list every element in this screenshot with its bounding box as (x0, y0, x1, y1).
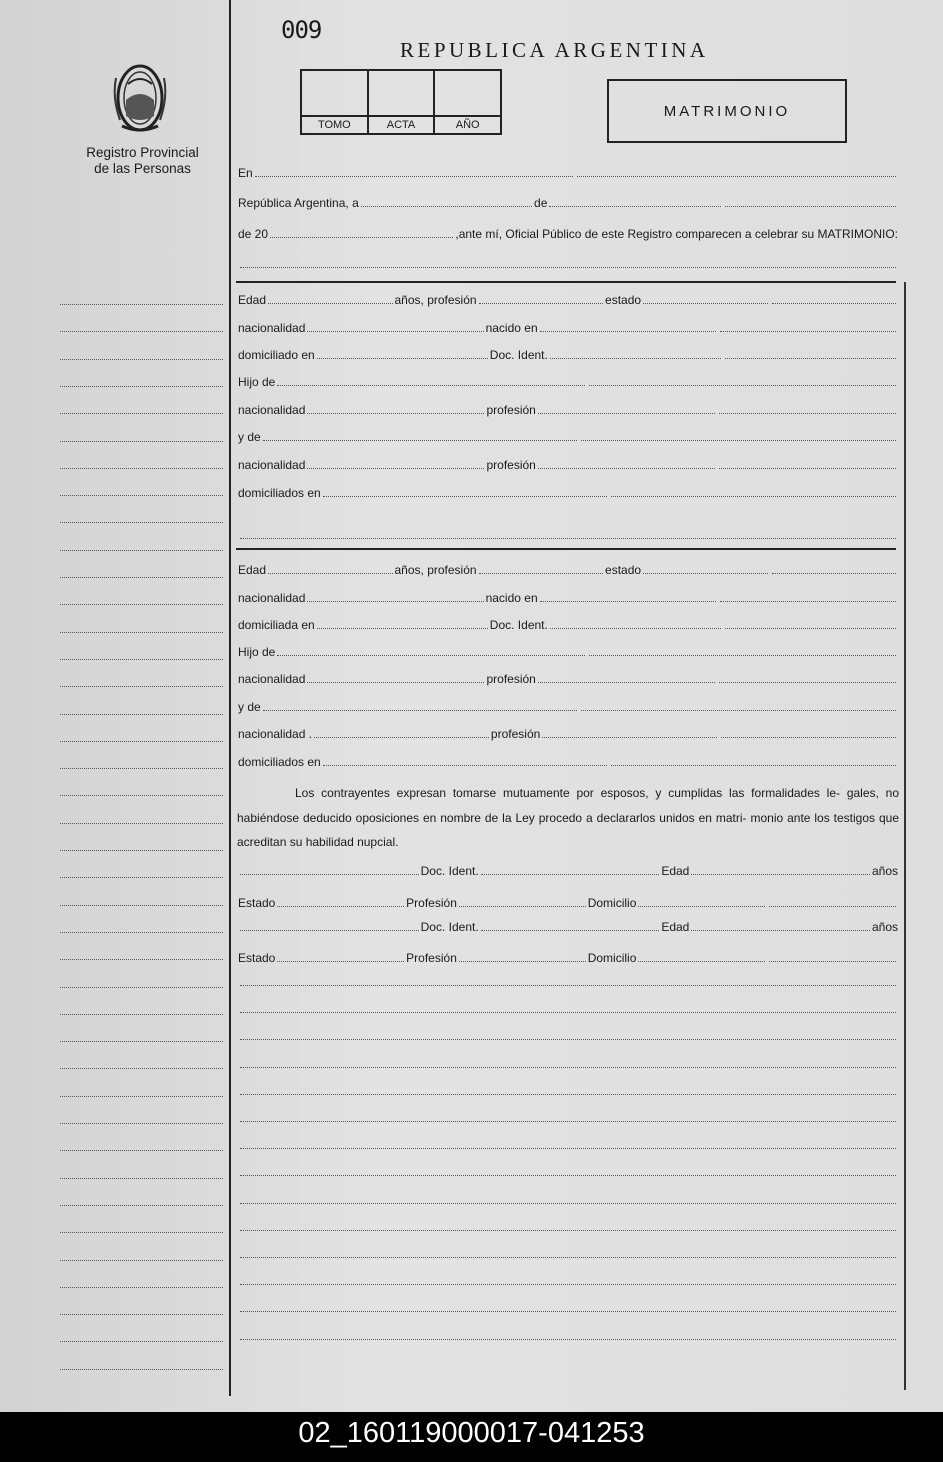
field-label: nacionalidad (238, 403, 306, 417)
fill-in-field[interactable] (240, 873, 419, 875)
field-label: nacionalidad (238, 321, 306, 335)
margin-note-line[interactable] (60, 849, 223, 851)
margin-note-line[interactable] (60, 576, 223, 578)
margin-note-line[interactable] (60, 1177, 223, 1179)
fill-in-field[interactable] (725, 357, 896, 359)
fill-in-field[interactable] (581, 709, 896, 711)
bride-row (238, 561, 898, 577)
fill-in-field[interactable] (240, 1256, 896, 1258)
fill-in-field[interactable] (538, 412, 715, 414)
fill-in-field[interactable] (589, 654, 896, 656)
fill-in-field[interactable] (240, 1093, 896, 1095)
blank-line[interactable] (238, 1299, 898, 1315)
fill-in-field[interactable] (725, 205, 896, 207)
fill-in-field[interactable] (721, 736, 896, 738)
declaration-paragraph (237, 781, 899, 855)
footer-id: 02_160119000017-041253 (298, 1417, 645, 1449)
fill-in-field[interactable] (611, 764, 896, 766)
fill-in-field[interactable] (307, 412, 484, 414)
margin-note-line[interactable] (60, 494, 223, 496)
blank-line[interactable] (238, 1218, 898, 1234)
field-label: y de (238, 700, 261, 714)
field-label: Domicilio (587, 951, 637, 965)
fill-in-field[interactable] (481, 929, 660, 931)
groom-row (238, 373, 898, 389)
fill-in-field[interactable] (240, 1310, 896, 1312)
field-label: Edad (238, 293, 267, 307)
acta-field[interactable] (369, 71, 436, 133)
margin-note-line[interactable] (60, 1368, 223, 1370)
section-divider (236, 548, 896, 550)
field-label: nacido en (485, 321, 538, 335)
fill-in-field[interactable] (255, 175, 574, 177)
margin-note-line[interactable] (60, 1231, 223, 1233)
blank-line[interactable] (238, 1109, 898, 1125)
field-label: Hijo de (238, 375, 276, 389)
field-label: estado (605, 563, 642, 577)
margin-note-line[interactable] (60, 1259, 223, 1261)
margin-note-line[interactable] (60, 603, 223, 605)
field-label: Edad (661, 864, 690, 878)
field-label: domiciliado en (238, 348, 315, 362)
field-label: estado (605, 293, 642, 307)
fill-in-field[interactable] (691, 929, 870, 931)
field-label: Doc. Ident. (489, 618, 548, 632)
fill-in-field[interactable] (277, 960, 404, 962)
margin-note-line[interactable] (60, 876, 223, 878)
org-line: de las Personas (94, 161, 191, 176)
fill-in-field[interactable] (719, 412, 896, 414)
fill-in-field[interactable] (772, 302, 896, 304)
fill-in-field[interactable] (240, 1066, 896, 1068)
witness-row (238, 894, 898, 910)
fill-in-field[interactable] (240, 1174, 896, 1176)
page-number: 009 (281, 16, 322, 44)
fill-in-field[interactable] (240, 1229, 896, 1231)
field-label: años (871, 864, 899, 878)
margin-note-line[interactable] (60, 767, 223, 769)
field-label: profesión (486, 403, 536, 417)
groom-row (238, 319, 898, 335)
margin-note-line[interactable] (60, 412, 223, 414)
field-label: Doc. Ident. (420, 864, 479, 878)
field-label: profesión (486, 458, 536, 472)
field-label: Domicilio (587, 896, 637, 910)
blank-line[interactable] (238, 1272, 898, 1288)
blank-line[interactable] (238, 1163, 898, 1179)
ano-field[interactable] (435, 71, 500, 133)
witness-row (238, 918, 898, 934)
margin-note-line[interactable] (60, 1313, 223, 1315)
margin-note-line[interactable] (60, 713, 223, 715)
fill-in-field[interactable] (643, 572, 767, 574)
groom-row (238, 401, 898, 417)
fill-in-field[interactable] (361, 205, 532, 207)
margin-note-line[interactable] (60, 1340, 223, 1342)
field-label: ,ante mí, Oficial Público de este Registro comparecen a celebrar su MATRIMONIO: (455, 227, 898, 241)
margin-note-line[interactable] (60, 904, 223, 906)
fill-in-field[interactable] (719, 467, 896, 469)
fill-in-field[interactable] (307, 330, 483, 332)
blank-line[interactable] (238, 1055, 898, 1071)
field-label: Edad (661, 920, 690, 934)
intro-row (238, 255, 898, 271)
field-label: Profesión (406, 896, 457, 910)
fill-in-field[interactable] (323, 495, 608, 497)
field-label: de (534, 196, 548, 210)
margin-note-line[interactable] (60, 685, 223, 687)
fill-in-field[interactable] (550, 627, 721, 629)
field-label: de 20 (238, 227, 269, 241)
margin-note-line[interactable] (60, 521, 223, 523)
ano-label: AÑO (435, 115, 500, 133)
fill-in-field[interactable] (479, 302, 603, 304)
field-label: nacionalidad (238, 591, 306, 605)
margin-note-line[interactable] (60, 440, 223, 442)
blank-line[interactable] (238, 1000, 898, 1016)
margin-note-line[interactable] (60, 1286, 223, 1288)
margin-note-line[interactable] (60, 1040, 223, 1042)
margin-note-line[interactable] (60, 931, 223, 933)
field-label: años (871, 920, 899, 934)
fill-in-field[interactable] (481, 873, 660, 875)
fill-in-field[interactable] (577, 175, 896, 177)
bride-row (238, 698, 898, 714)
bride-row (238, 725, 898, 741)
fill-in-field[interactable] (277, 905, 404, 907)
field-label: nacionalidad (238, 458, 306, 472)
fill-in-field[interactable] (240, 1202, 896, 1204)
fill-in-field[interactable] (240, 1038, 896, 1040)
groom-row (238, 291, 898, 307)
bride-row (238, 670, 898, 686)
blank-line[interactable] (238, 1136, 898, 1152)
fill-in-field[interactable] (772, 572, 896, 574)
margin-note-line[interactable] (60, 549, 223, 551)
tomo-field[interactable] (302, 71, 369, 133)
groom-row (238, 484, 898, 500)
intro-row (238, 194, 898, 210)
fill-in-field[interactable] (240, 984, 896, 986)
margin-note-line[interactable] (60, 1013, 223, 1015)
margin-note-line[interactable] (60, 658, 223, 660)
blank-line[interactable] (238, 1245, 898, 1261)
field-label: Profesión (406, 951, 457, 965)
field-label: nacionalidad (238, 672, 306, 686)
field-label: Estado (238, 951, 276, 965)
margin-note-line[interactable] (60, 794, 223, 796)
fill-in-field[interactable] (240, 266, 896, 268)
fill-in-field[interactable] (317, 627, 488, 629)
field-label: nacido en (485, 591, 538, 605)
margin-note-line[interactable] (60, 740, 223, 742)
document-title: REPUBLICA ARGENTINA (400, 38, 709, 62)
field-label: Doc. Ident. (420, 920, 479, 934)
field-label: nacionalidad . (238, 727, 313, 741)
field-label: domiciliados en (238, 755, 321, 769)
witness-row (238, 949, 898, 965)
fill-in-field[interactable] (459, 960, 586, 962)
fill-in-field[interactable] (638, 905, 765, 907)
fill-in-field[interactable] (540, 330, 716, 332)
fill-in-field[interactable] (307, 467, 484, 469)
fill-in-field[interactable] (240, 1120, 896, 1122)
section-divider (236, 281, 896, 283)
field-label: En (238, 166, 253, 180)
fill-in-field[interactable] (307, 681, 484, 683)
fill-in-field[interactable] (268, 572, 392, 574)
fill-in-field[interactable] (549, 205, 720, 207)
fill-in-field[interactable] (240, 537, 896, 539)
fill-in-field[interactable] (263, 709, 578, 711)
fill-in-field[interactable] (550, 357, 721, 359)
field-label: domiciliados en (238, 486, 321, 500)
margin-note-line[interactable] (60, 1204, 223, 1206)
field-label: profesión (486, 672, 536, 686)
margin-note-line[interactable] (60, 385, 223, 387)
acta-label: ACTA (369, 115, 434, 133)
bride-row (238, 589, 898, 605)
field-label: Doc. Ident. (489, 348, 548, 362)
field-label: y de (238, 430, 261, 444)
field-label: años, profesión (394, 293, 477, 307)
groom-row (238, 526, 898, 542)
footer-id-bar (0, 1412, 943, 1462)
fill-in-field[interactable] (323, 764, 608, 766)
field-label: Estado (238, 896, 276, 910)
field-label: República Argentina, a (238, 196, 359, 210)
fill-in-field[interactable] (611, 495, 896, 497)
blank-line[interactable] (238, 1027, 898, 1043)
fill-in-field[interactable] (307, 600, 483, 602)
margin-note-line[interactable] (60, 358, 223, 360)
intro-row (238, 164, 898, 180)
field-label: años, profesión (394, 563, 477, 577)
fill-in-field[interactable] (581, 439, 896, 441)
margin-note-line[interactable] (60, 1095, 223, 1097)
field-label: profesión (490, 727, 541, 741)
fill-in-field[interactable] (769, 905, 896, 907)
groom-row (238, 346, 898, 362)
provincial-seal-icon (108, 58, 172, 134)
fill-in-field[interactable] (277, 654, 584, 656)
field-label: domiciliada en (238, 618, 315, 632)
fill-in-field[interactable] (538, 681, 715, 683)
fill-in-field[interactable] (643, 302, 767, 304)
fill-in-field[interactable] (538, 467, 715, 469)
fill-in-field[interactable] (720, 600, 896, 602)
fill-in-field[interactable] (589, 384, 896, 386)
fill-in-field[interactable] (277, 384, 584, 386)
fill-in-field[interactable] (263, 439, 578, 441)
witness-row (238, 862, 898, 878)
margin-note-line[interactable] (60, 467, 223, 469)
act-type-box: MATRIMONIO (607, 79, 847, 143)
fill-in-field[interactable] (240, 1283, 896, 1285)
margin-note-line[interactable] (60, 330, 223, 332)
blank-line[interactable] (238, 1327, 898, 1343)
fill-in-field[interactable] (542, 736, 717, 738)
margin-note-line[interactable] (60, 986, 223, 988)
fill-in-field[interactable] (268, 302, 392, 304)
margin-note-line[interactable] (60, 1149, 223, 1151)
org-line: Registro Provincial (86, 145, 199, 160)
margin-note-line[interactable] (60, 822, 223, 824)
fill-in-field[interactable] (691, 873, 870, 875)
fill-in-field[interactable] (317, 357, 488, 359)
groom-row (238, 456, 898, 472)
fill-in-field[interactable] (240, 1011, 896, 1013)
bride-row (238, 616, 898, 632)
field-label: Hijo de (238, 645, 276, 659)
margin-note-line[interactable] (60, 958, 223, 960)
fill-in-field[interactable] (725, 627, 896, 629)
margin-note-line[interactable] (60, 1067, 223, 1069)
fill-in-field[interactable] (314, 736, 489, 738)
right-border (904, 282, 906, 1390)
fill-in-field[interactable] (270, 236, 453, 238)
margin-note-line[interactable] (60, 303, 223, 305)
margin-note-line[interactable] (60, 1122, 223, 1124)
fill-in-field[interactable] (240, 1147, 896, 1149)
fill-in-field[interactable] (240, 1338, 896, 1340)
declaration-text: Los contrayentes expresan tomarse mutuamente por esposos, y cumplidas las formalidades le- gales, no habiéndose deducido oposiciones en nombre de la Ley procedo a declararlos unidos en matri- monio ante los testigos que acreditan su habilidad nupcial. (237, 786, 899, 849)
bride-row (238, 643, 898, 659)
fill-in-field[interactable] (638, 960, 765, 962)
organization-name (70, 145, 215, 177)
blank-line[interactable] (238, 973, 898, 989)
bride-row (238, 753, 898, 769)
registry-box (300, 69, 502, 135)
fill-in-field[interactable] (719, 681, 896, 683)
margin-note-line[interactable] (60, 631, 223, 633)
margin-divider (229, 0, 231, 1396)
intro-row (238, 225, 898, 241)
fill-in-field[interactable] (459, 905, 586, 907)
field-label: Edad (238, 563, 267, 577)
groom-row (238, 428, 898, 444)
fill-in-field[interactable] (769, 960, 896, 962)
fill-in-field[interactable] (540, 600, 716, 602)
blank-line[interactable] (238, 1082, 898, 1098)
fill-in-field[interactable] (720, 330, 896, 332)
fill-in-field[interactable] (240, 929, 419, 931)
fill-in-field[interactable] (479, 572, 603, 574)
tomo-label: TOMO (302, 115, 367, 133)
blank-line[interactable] (238, 1191, 898, 1207)
